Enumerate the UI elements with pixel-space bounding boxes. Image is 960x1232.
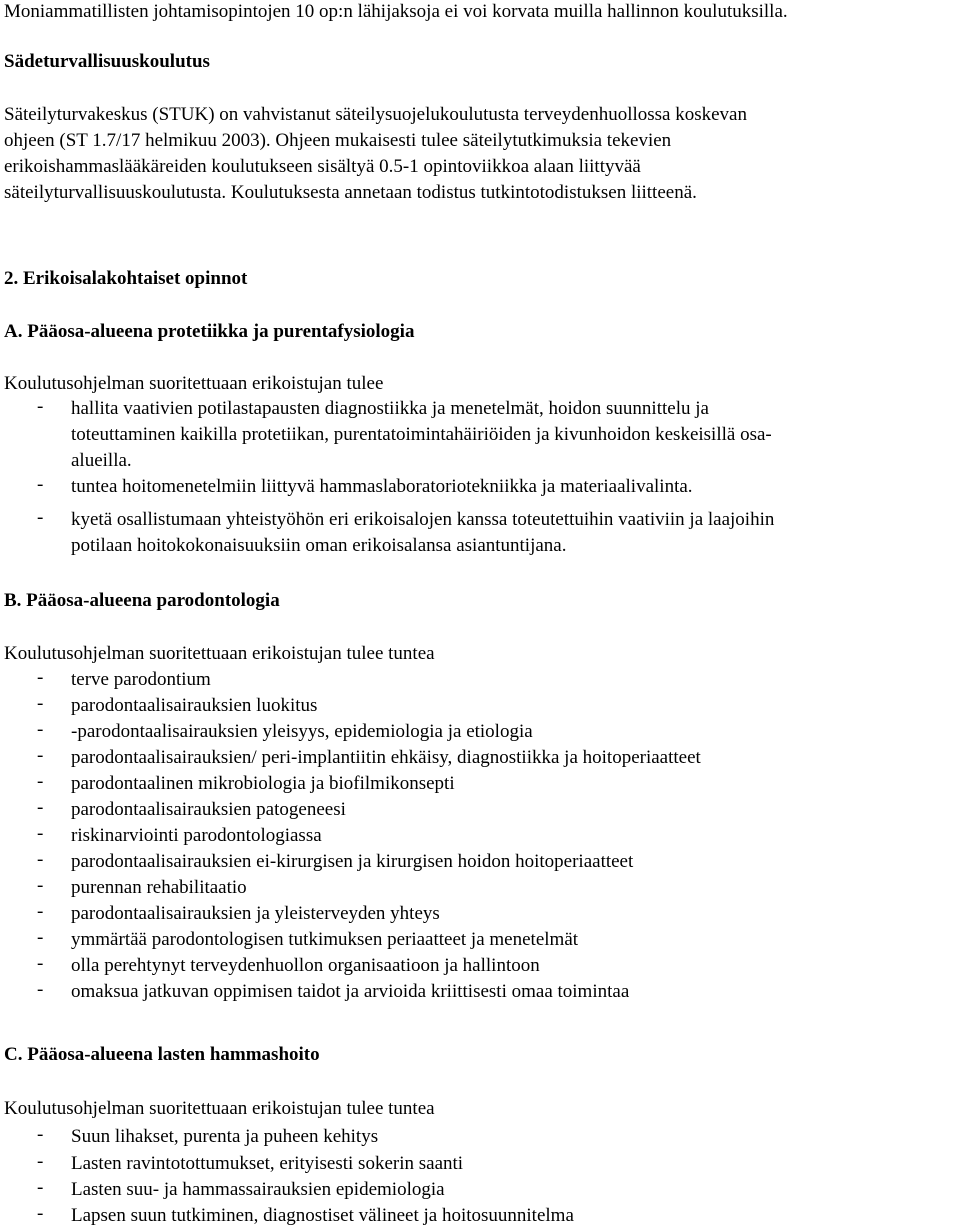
list-dash: - (37, 771, 44, 792)
list-dash: - (37, 1177, 44, 1198)
radiation-line: Säteilyturvakeskus (STUK) on vahvistanut säteilysuojelukoulutusta terveydenhuollossa koskevan (4, 104, 747, 125)
list-dash: - (37, 667, 44, 688)
list-item (37, 745, 957, 771)
list-item-text: parodontaalisairauksien ei-kirurgisen ja kirurgisen hoidon hoitoperiaatteet (71, 851, 634, 872)
list-item (37, 719, 957, 745)
list-item-text: ymmärtää parodontologisen tutkimuksen periaatteet ja menetelmät (71, 929, 579, 950)
list-item-text: parodontaalinen mikrobiologia ja biofilmikonsepti (71, 773, 455, 794)
list-dash: - (37, 396, 44, 417)
list-item (37, 901, 957, 927)
list-item (37, 849, 957, 875)
list-item-text: hallita vaativien potilastapausten diagnostiikka ja menetelmät, hoidon suunnittelu ja (71, 398, 709, 419)
intro-paragraph: Moniammatillisten johtamisopintojen 10 op:n lähijaksoja ei voi korvata muilla hallinnon koulutuksilla. (4, 1, 788, 22)
list-item (37, 693, 957, 719)
radiation-heading: Sädeturvallisuuskoulutus (4, 51, 210, 72)
list-dash: - (37, 745, 44, 766)
list-dash: - (37, 849, 44, 870)
list-item (37, 474, 957, 500)
list-dash: - (37, 507, 44, 528)
radiation-line: säteilyturvallisuuskoulutusta. Koulutuksesta annetaan todistus tutkintotodistuksen liitteenä. (4, 182, 697, 203)
list-item-text: parodontaalisairauksien patogeneesi (71, 799, 346, 820)
list-dash: - (37, 927, 44, 948)
list-item (37, 953, 957, 979)
list-dash: - (37, 875, 44, 896)
section-b-intro: Koulutusohjelman suoritettuaan erikoistujan tulee tuntea (4, 643, 435, 664)
list-item-text: Lasten suu- ja hammassairauksien epidemiologia (71, 1179, 445, 1200)
list-item (37, 667, 957, 693)
list-item (37, 507, 957, 533)
section-a-intro: Koulutusohjelman suoritettuaan erikoistujan tulee (4, 373, 384, 394)
list-item-text: Lasten ravintotottumukset, erityisesti sokerin saanti (71, 1153, 464, 1174)
list-item (37, 875, 957, 901)
list-item-text: Suun lihakset, purenta ja puheen kehitys (71, 1126, 379, 1147)
list-dash: - (37, 953, 44, 974)
list-dash: - (37, 474, 44, 495)
section-b-heading: B. Pääosa-alueena parodontologia (4, 590, 280, 611)
list-item (37, 1203, 957, 1229)
list-item (37, 771, 957, 797)
list-dash: - (37, 823, 44, 844)
list-item-text: terve parodontium (71, 669, 211, 690)
list-item (37, 1151, 957, 1177)
radiation-line: erikoishammaslääkäreiden koulutukseen sisältyä 0.5-1 opintoviikkoa alaan liittyvää (4, 156, 641, 177)
list-item-text: riskinarviointi parodontologiassa (71, 825, 322, 846)
list-item-text: purennan rehabilitaatio (71, 877, 247, 898)
list-item-text: kyetä osallistumaan yhteistyöhön eri erikoisalojen kanssa toteutettuihin vaativiin ja laajoihin (71, 509, 775, 530)
list-dash: - (37, 901, 44, 922)
list-dash: - (37, 1151, 44, 1172)
list-item-text: olla perehtynyt terveydenhuollon organisaatioon ja hallintoon (71, 955, 540, 976)
section-c-intro: Koulutusohjelman suoritettuaan erikoistujan tulee tuntea (4, 1098, 435, 1119)
list-item-text: parodontaalisairauksien/ peri-implantiitin ehkäisy, diagnostiikka ja hoitoperiaatteet (71, 747, 701, 768)
list-item-text: parodontaalisairauksien ja yleisterveyden yhteys (71, 903, 440, 924)
list-item (37, 823, 957, 849)
list-item-continuation: toteuttaminen kaikilla protetiikan, purentatoimintahäiriöiden ja kivunhoidon keskeisillä osa- (71, 424, 772, 445)
list-item-continuation: potilaan hoitokokonaisuuksiin oman erikoisalansa asiantuntijana. (71, 535, 567, 556)
section-c-heading: C. Pääosa-alueena lasten hammashoito (4, 1044, 320, 1065)
list-item (37, 979, 957, 1005)
list-item (37, 927, 957, 953)
radiation-line: ohjeen (ST 1.7/17 helmikuu 2003). Ohjeen mukaisesti tulee säteilytutkimuksia tekevien (4, 130, 672, 151)
list-item-text: tuntea hoitomenetelmiin liittyvä hammaslaboratoriotekniikka ja materiaalivalinta. (71, 476, 693, 497)
list-dash: - (37, 1124, 44, 1145)
list-dash: - (37, 693, 44, 714)
list-item (37, 797, 957, 823)
list-item-continuation: alueilla. (71, 450, 132, 471)
list-item-text: -parodontaalisairauksien yleisyys, epidemiologia ja etiologia (71, 721, 533, 742)
list-item (37, 1177, 957, 1203)
list-item-text: omaksua jatkuvan oppimisen taidot ja arvioida kriittisesti omaa toimintaa (71, 981, 630, 1002)
section-2-heading: 2. Erikoisalakohtaiset opinnot (4, 268, 248, 289)
list-dash: - (37, 797, 44, 818)
list-dash: - (37, 719, 44, 740)
list-dash: - (37, 979, 44, 1000)
list-dash: - (37, 1203, 44, 1224)
list-item-text: parodontaalisairauksien luokitus (71, 695, 318, 716)
section-a-heading: A. Pääosa-alueena protetiikka ja purentafysiologia (4, 321, 415, 342)
list-item-text: Lapsen suun tutkiminen, diagnostiset välineet ja hoitosuunnitelma (71, 1205, 574, 1226)
list-item (37, 1124, 957, 1150)
list-item (37, 396, 957, 422)
